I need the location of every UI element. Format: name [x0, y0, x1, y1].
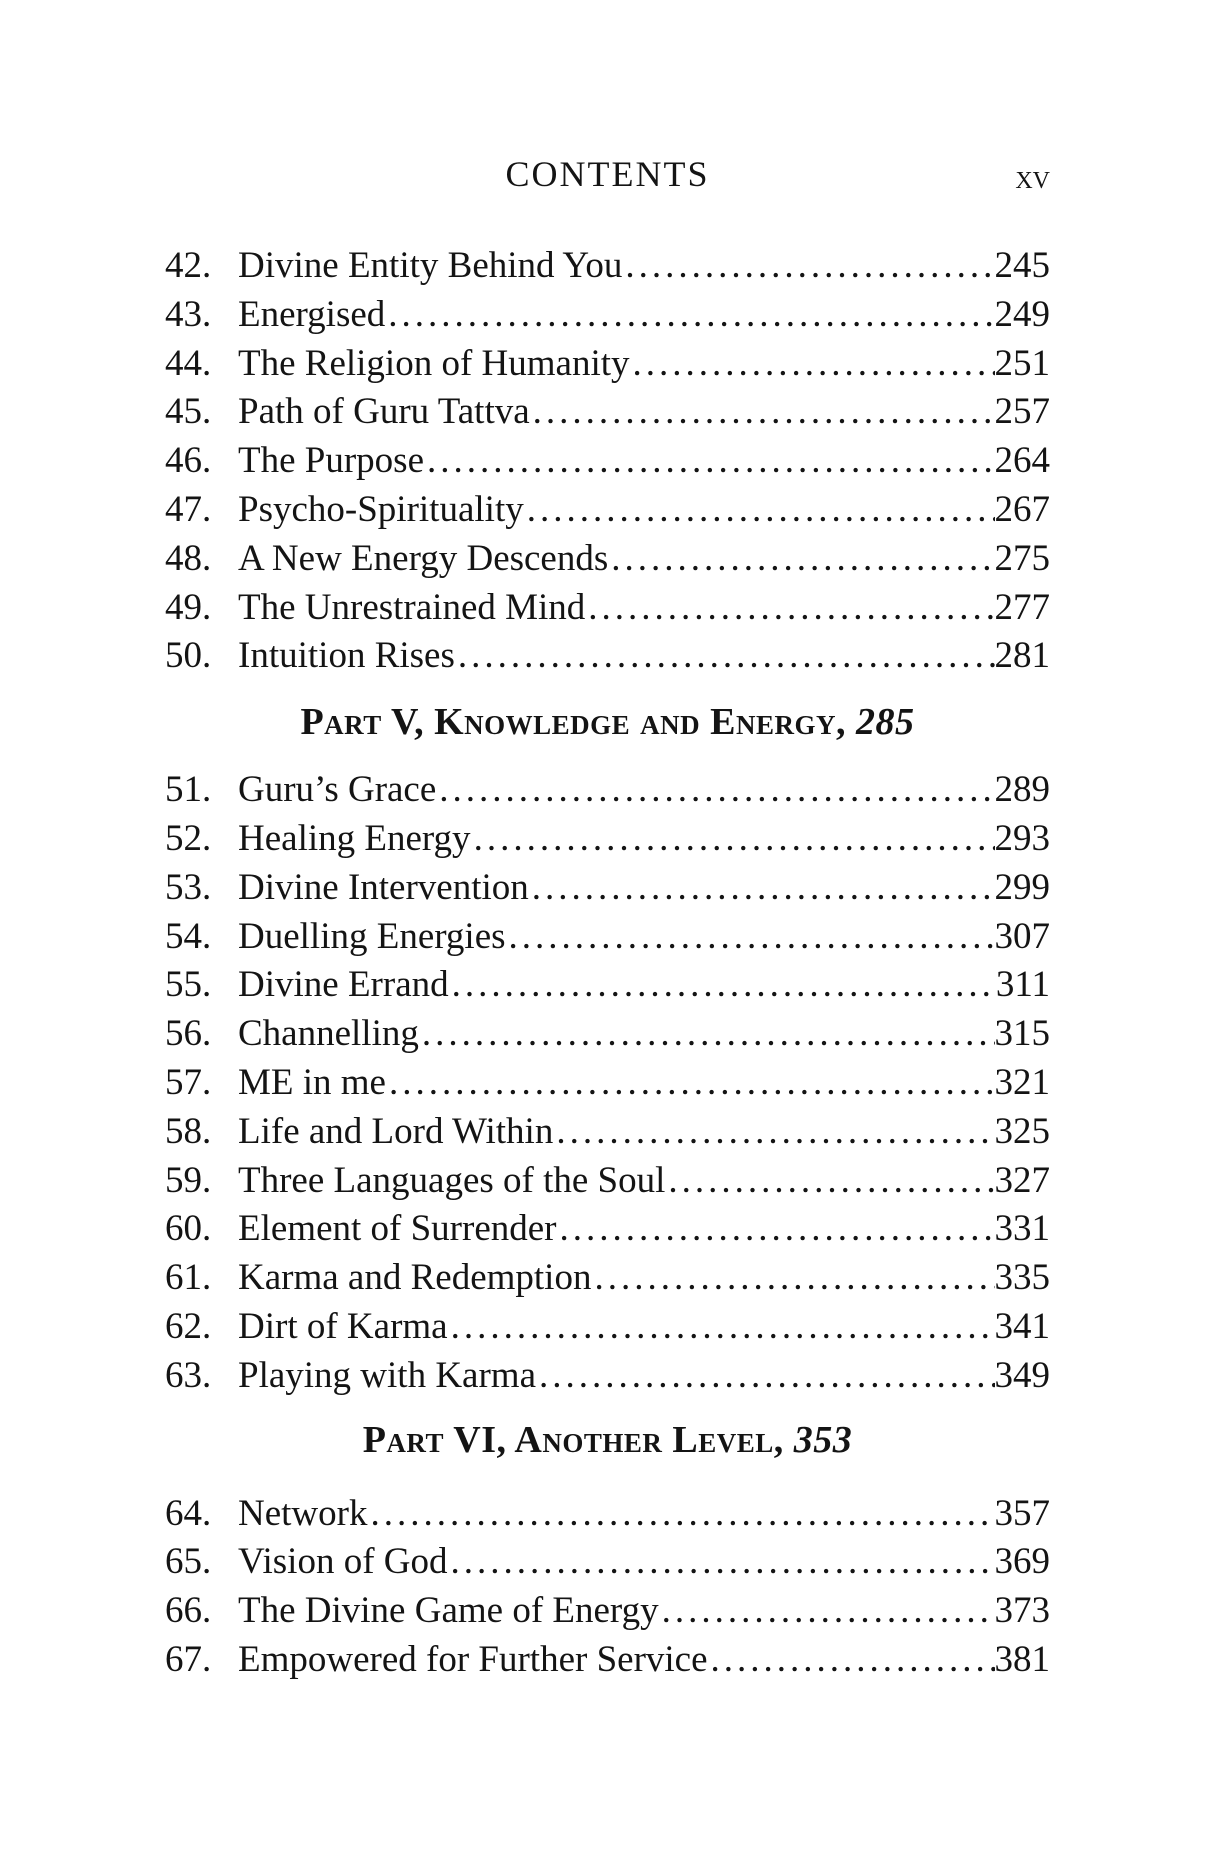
chapter-title: The Purpose [238, 440, 424, 482]
dot-leader [448, 1538, 995, 1587]
toc-entry [165, 1587, 1050, 1636]
toc-entry [165, 1254, 1050, 1303]
toc-entry [165, 766, 1050, 815]
chapter-page: 357 [994, 1492, 1050, 1534]
chapter-number: 65. [165, 1541, 212, 1583]
dot-leader [385, 291, 994, 340]
chapter-number: 50. [165, 635, 212, 677]
chapter-number: 49. [165, 586, 212, 628]
chapter-page: 281 [994, 635, 1050, 677]
toc-entry [165, 1538, 1050, 1587]
folio-page-number: xv [1015, 159, 1050, 196]
page-header [165, 150, 1050, 198]
dot-leader [591, 1254, 994, 1303]
chapter-number: 57. [165, 1061, 212, 1103]
part-heading-label: Part VI, Another Level, [362, 1418, 784, 1461]
dot-leader [585, 584, 994, 633]
part-heading [165, 698, 1050, 746]
chapter-title: A New Energy Descends [238, 537, 609, 579]
chapter-title: The Unrestrained Mind [238, 586, 586, 628]
chapter-number: 59. [165, 1159, 212, 1201]
dot-leader [449, 961, 996, 1010]
chapter-number: 44. [165, 342, 212, 384]
toc-entry [165, 1108, 1050, 1157]
chapter-title: Empowered for Further Service [238, 1638, 708, 1680]
dot-leader [367, 1490, 994, 1539]
toc-entry [165, 340, 1050, 389]
toc-entry [165, 535, 1050, 584]
chapter-number: 67. [165, 1638, 212, 1680]
chapter-title: Divine Entity Behind You [238, 245, 623, 286]
chapter-page: 321 [994, 1061, 1050, 1103]
chapter-page: 315 [994, 1013, 1050, 1055]
chapter-page: 245 [994, 245, 1050, 286]
chapter-number: 56. [165, 1013, 212, 1055]
part-heading-label: Part V, Knowledge and Energy, [300, 701, 847, 744]
toc-entry [165, 437, 1050, 486]
toc-section [165, 242, 1050, 681]
chapter-number: 58. [165, 1110, 212, 1152]
dot-leader [455, 632, 995, 681]
chapter-number: 66. [165, 1590, 212, 1632]
chapter-page: 373 [994, 1590, 1050, 1632]
chapter-page: 311 [995, 964, 1050, 1006]
part-heading [165, 1416, 1050, 1464]
dot-leader [530, 388, 995, 437]
chapter-title: Playing with Karma [238, 1354, 537, 1396]
chapter-page: 251 [994, 342, 1050, 384]
chapter-title: Intuition Rises [238, 635, 455, 677]
toc-entry [165, 815, 1050, 864]
toc-entry [165, 1205, 1050, 1254]
chapter-page: 327 [994, 1159, 1050, 1201]
chapter-number: 64. [165, 1492, 212, 1534]
chapter-number: 51. [165, 769, 212, 811]
toc-entries [165, 766, 1050, 1400]
toc-entry [165, 1636, 1050, 1685]
chapter-title: Guru’s Grace [238, 769, 437, 811]
chapter-page: 325 [994, 1110, 1050, 1152]
chapter-title: Channelling [238, 1013, 419, 1055]
chapter-page: 341 [994, 1305, 1050, 1347]
chapter-number: 43. [165, 293, 212, 335]
chapter-number: 42. [165, 245, 212, 286]
chapter-title: Divine Intervention [238, 866, 529, 908]
chapter-number: 45. [165, 391, 212, 433]
chapter-page: 369 [994, 1541, 1050, 1583]
chapter-page: 307 [994, 915, 1050, 957]
toc-entry [165, 1010, 1050, 1059]
chapter-title: Path of Guru Tattva [238, 391, 530, 433]
chapter-number: 48. [165, 537, 212, 579]
dot-leader [708, 1636, 995, 1685]
chapter-title: Life and Lord Within [238, 1110, 554, 1152]
dot-leader [524, 486, 995, 535]
chapter-number: 62. [165, 1305, 212, 1347]
dot-leader [608, 535, 994, 584]
toc-entry [165, 1352, 1050, 1401]
chapter-page: 249 [994, 293, 1050, 335]
page-title: CONTENTS [505, 154, 710, 194]
dot-leader [436, 766, 994, 815]
toc-entry [165, 961, 1050, 1010]
toc-entries [165, 242, 1050, 681]
chapter-title: Vision of God [238, 1541, 448, 1583]
toc-entries [165, 1490, 1050, 1685]
chapter-number: 55. [165, 964, 212, 1006]
chapter-title: Dirt of Karma [238, 1305, 448, 1347]
toc-list [165, 242, 1050, 1685]
chapter-number: 53. [165, 866, 212, 908]
chapter-page: 335 [994, 1257, 1050, 1299]
dot-leader [536, 1352, 994, 1401]
chapter-number: 52. [165, 817, 212, 859]
dot-leader [386, 1059, 995, 1108]
chapter-page: 277 [994, 586, 1050, 628]
chapter-title: Element of Surrender [238, 1208, 557, 1250]
chapter-number: 61. [165, 1257, 212, 1299]
dot-leader [419, 1010, 995, 1059]
toc-entry [165, 486, 1050, 535]
chapter-page: 331 [994, 1208, 1050, 1250]
toc-entry [165, 1490, 1050, 1539]
chapter-number: 60. [165, 1208, 212, 1250]
chapter-page: 381 [994, 1638, 1050, 1680]
toc-section [165, 698, 1050, 1400]
toc-entry [165, 1303, 1050, 1352]
chapter-number: 46. [165, 440, 212, 482]
chapter-title: ME in me [238, 1061, 386, 1103]
chapter-title: Psycho-Spirituality [238, 488, 524, 530]
chapter-page: 267 [994, 488, 1050, 530]
chapter-page: 264 [994, 440, 1050, 482]
chapter-title: Healing Energy [238, 817, 471, 859]
chapter-page: 289 [994, 769, 1050, 811]
dot-leader [506, 913, 995, 962]
chapter-title: Energised [238, 293, 386, 335]
toc-entry [165, 1059, 1050, 1108]
chapter-title: Karma and Redemption [238, 1257, 592, 1299]
chapter-number: 54. [165, 915, 212, 957]
chapter-page: 293 [994, 817, 1050, 859]
toc-entry [165, 291, 1050, 340]
toc-entry [165, 913, 1050, 962]
chapter-page: 299 [994, 866, 1050, 908]
dot-leader [424, 437, 995, 486]
dot-leader [557, 1205, 995, 1254]
toc-entry [165, 584, 1050, 633]
chapter-number: 47. [165, 488, 212, 530]
chapter-title: Network [238, 1492, 368, 1534]
chapter-number: 63. [165, 1354, 212, 1396]
chapter-page: 349 [994, 1354, 1050, 1396]
toc-section [165, 1416, 1050, 1685]
dot-leader [622, 242, 994, 291]
chapter-page: 275 [994, 537, 1050, 579]
dot-leader [553, 1108, 994, 1157]
dot-leader [630, 340, 995, 389]
chapter-title: The Religion of Humanity [238, 342, 630, 384]
dot-leader [665, 1157, 994, 1206]
part-heading-page: 353 [793, 1418, 853, 1461]
chapter-title: Divine Errand [238, 964, 449, 1006]
toc-entry [165, 388, 1050, 437]
part-heading-page: 285 [856, 701, 915, 744]
toc-entry [165, 864, 1050, 913]
dot-leader [448, 1303, 995, 1352]
chapter-title: Duelling Energies [238, 915, 506, 957]
toc-entry [165, 242, 1050, 291]
dot-leader [471, 815, 995, 864]
toc-entry [165, 1157, 1050, 1206]
chapter-title: Three Languages of the Soul [238, 1159, 666, 1201]
chapter-title: The Divine Game of Energy [238, 1590, 659, 1632]
toc-entry [165, 632, 1050, 681]
dot-leader [529, 864, 995, 913]
chapter-page: 257 [994, 391, 1050, 433]
dot-leader [659, 1587, 995, 1636]
